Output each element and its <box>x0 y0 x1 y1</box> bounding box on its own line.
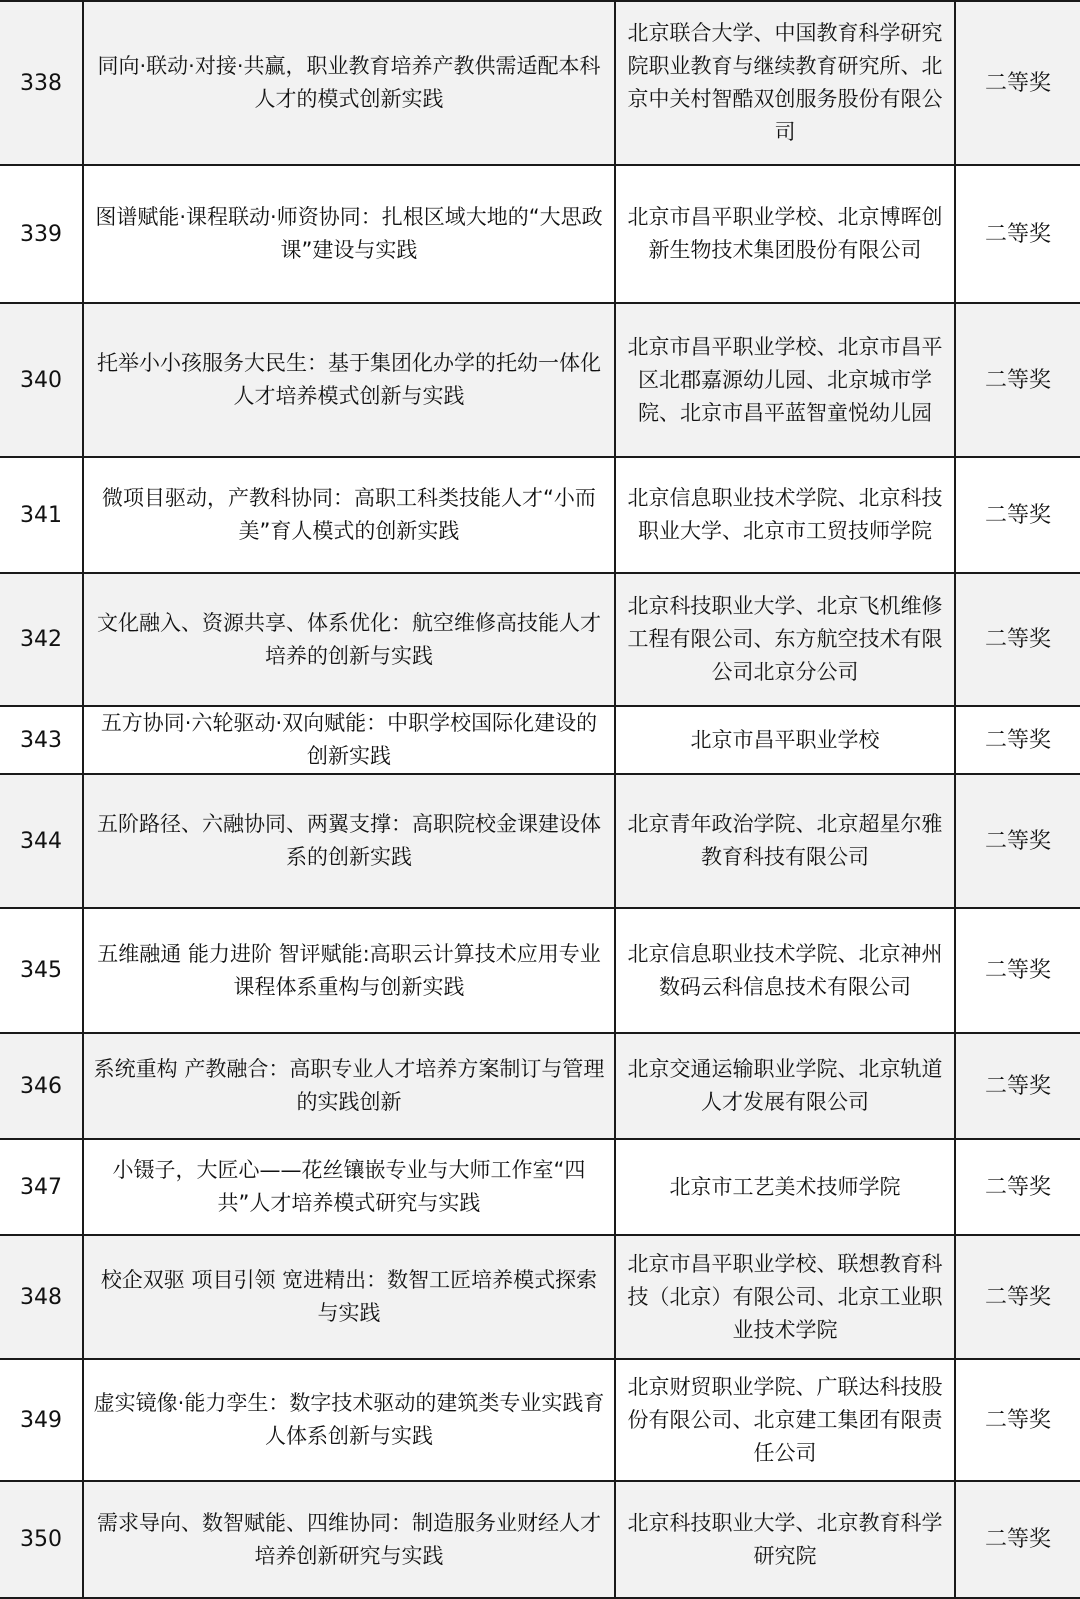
award-level: 二等奖 <box>955 1139 1080 1235</box>
organizations: 北京科技职业大学、北京飞机维修工程有限公司、东方航空技术有限公司北京分公司 <box>615 573 955 706</box>
table-row <box>0 573 1080 706</box>
organizations: 北京市昌平职业学校、联想教育科技（北京）有限公司、北京工业职业技术学院 <box>615 1235 955 1359</box>
row-number: 349 <box>0 1359 83 1481</box>
project-title: 系统重构 产教融合：高职专业人才培养方案制订与管理的实践创新 <box>83 1033 615 1139</box>
table-row <box>0 165 1080 303</box>
row-number: 343 <box>0 706 83 774</box>
organizations: 北京市工艺美术技师学院 <box>615 1139 955 1235</box>
table-row <box>0 1359 1080 1481</box>
award-level: 二等奖 <box>955 908 1080 1033</box>
award-level: 二等奖 <box>955 706 1080 774</box>
award-level: 二等奖 <box>955 165 1080 303</box>
row-number: 346 <box>0 1033 83 1139</box>
award-level: 二等奖 <box>955 1481 1080 1598</box>
row-number: 340 <box>0 303 83 457</box>
organizations: 北京市昌平职业学校、北京博晖创新生物技术集团股份有限公司 <box>615 165 955 303</box>
award-level: 二等奖 <box>955 303 1080 457</box>
row-number: 345 <box>0 908 83 1033</box>
project-title: 微项目驱动，产教科协同：高职工科类技能人才“小而美”育人模式的创新实践 <box>83 457 615 573</box>
table-row <box>0 1235 1080 1359</box>
organizations: 北京信息职业技术学院、北京科技职业大学、北京市工贸技师学院 <box>615 457 955 573</box>
row-number: 341 <box>0 457 83 573</box>
organizations: 北京交通运输职业学院、北京轨道人才发展有限公司 <box>615 1033 955 1139</box>
table-row <box>0 908 1080 1033</box>
award-level: 二等奖 <box>955 774 1080 908</box>
award-level: 二等奖 <box>955 1 1080 165</box>
row-number: 338 <box>0 1 83 165</box>
project-title: 虚实镜像·能力孪生：数字技术驱动的建筑类专业实践育人体系创新与实践 <box>83 1359 615 1481</box>
project-title: 图谱赋能·课程联动·师资协同：扎根区域大地的“大思政课”建设与实践 <box>83 165 615 303</box>
project-title: 文化融入、资源共享、体系优化：航空维修高技能人才培养的创新与实践 <box>83 573 615 706</box>
project-title: 需求导向、数智赋能、四维协同：制造服务业财经人才培养创新研究与实践 <box>83 1481 615 1598</box>
row-number: 347 <box>0 1139 83 1235</box>
award-level: 二等奖 <box>955 457 1080 573</box>
row-number: 348 <box>0 1235 83 1359</box>
project-title: 托举小小孩服务大民生：基于集团化办学的托幼一体化人才培养模式创新与实践 <box>83 303 615 457</box>
table-row <box>0 1 1080 165</box>
project-title: 五维融通 能力进阶 智评赋能:高职云计算技术应用专业课程体系重构与创新实践 <box>83 908 615 1033</box>
organizations: 北京青年政治学院、北京超星尔雅教育科技有限公司 <box>615 774 955 908</box>
award-level: 二等奖 <box>955 1359 1080 1481</box>
table-row <box>0 457 1080 573</box>
row-number: 344 <box>0 774 83 908</box>
award-level: 二等奖 <box>955 573 1080 706</box>
table-row <box>0 774 1080 908</box>
table-row <box>0 1033 1080 1139</box>
project-title: 校企双驱 项目引领 宽进精出：数智工匠培养模式探索与实践 <box>83 1235 615 1359</box>
table-row <box>0 1139 1080 1235</box>
organizations: 北京市昌平职业学校、北京市昌平区北郡嘉源幼儿园、北京城市学院、北京市昌平蓝智童悦幼儿园 <box>615 303 955 457</box>
organizations: 北京财贸职业学院、广联达科技股份有限公司、北京建工集团有限责任公司 <box>615 1359 955 1481</box>
table-row <box>0 303 1080 457</box>
project-title: 小镊子，大匠心——花丝镶嵌专业与大师工作室“四共”人才培养模式研究与实践 <box>83 1139 615 1235</box>
award-level: 二等奖 <box>955 1235 1080 1359</box>
organizations: 北京联合大学、中国教育科学研究院职业教育与继续教育研究所、北京中关村智酷双创服务股份有限公司 <box>615 1 955 165</box>
project-title: 同向·联动·对接·共赢，职业教育培养产教供需适配本科人才的模式创新实践 <box>83 1 615 165</box>
table-row <box>0 706 1080 774</box>
organizations: 北京市昌平职业学校 <box>615 706 955 774</box>
organizations: 北京科技职业大学、北京教育科学研究院 <box>615 1481 955 1598</box>
award-level: 二等奖 <box>955 1033 1080 1139</box>
row-number: 350 <box>0 1481 83 1598</box>
row-number: 339 <box>0 165 83 303</box>
table-row <box>0 1481 1080 1598</box>
project-title: 五阶路径、六融协同、两翼支撑：高职院校金课建设体系的创新实践 <box>83 774 615 908</box>
row-number: 342 <box>0 573 83 706</box>
project-title: 五方协同·六轮驱动·双向赋能：中职学校国际化建设的创新实践 <box>83 706 615 774</box>
organizations: 北京信息职业技术学院、北京神州数码云科信息技术有限公司 <box>615 908 955 1033</box>
